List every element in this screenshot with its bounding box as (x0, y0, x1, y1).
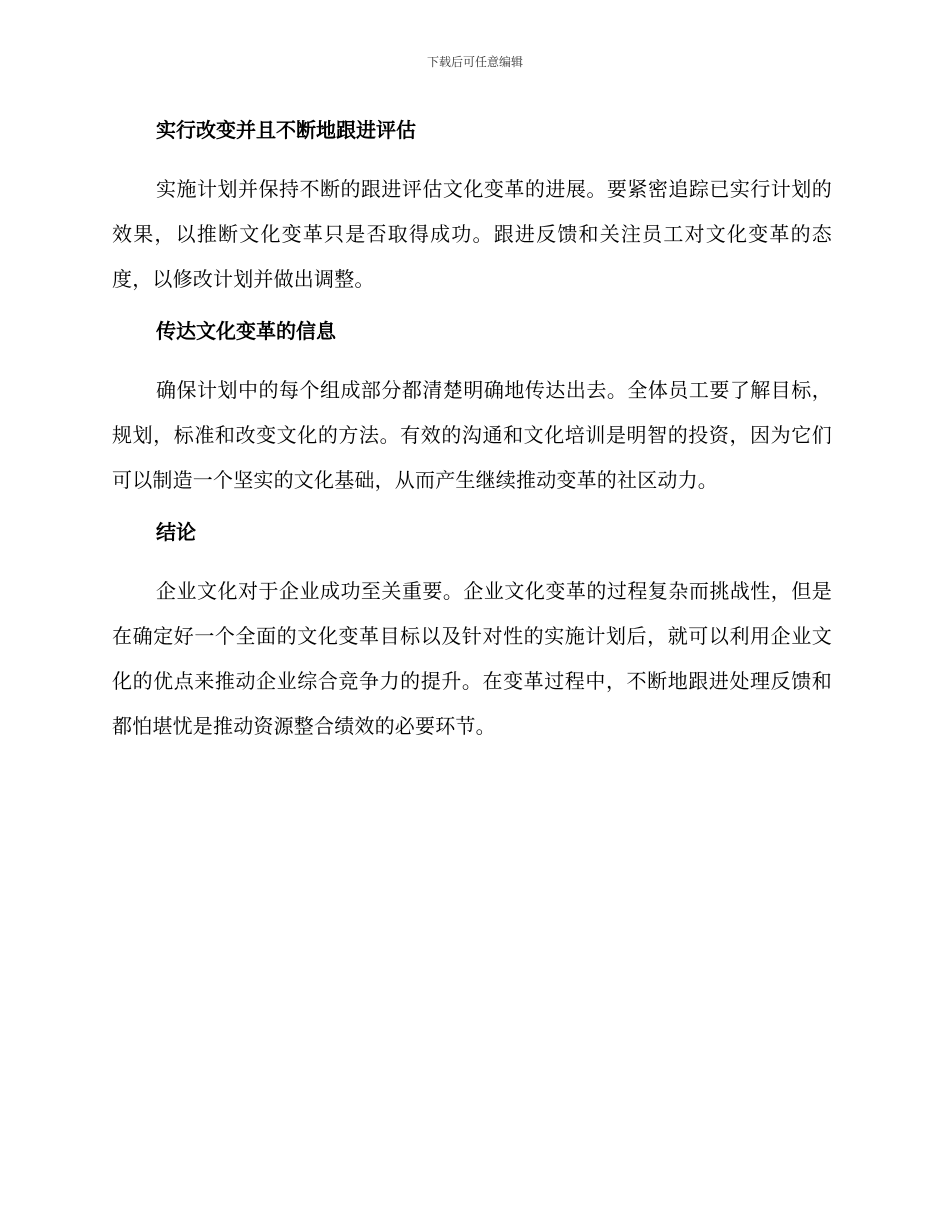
document-body (112, 114, 832, 762)
section-heading: 传达文化变革的信息 (156, 319, 336, 343)
page-header: 下载后可任意编辑 (426, 55, 523, 69)
section-paragraph: 企业文化对于企业成功至关重要。企业文化变革的过程复杂而挑战性，但是在确定好一个全面的文化变革目标以及针对性的实施计划后，就可以利用企业文化的优点来推动企业综合竞争力的提升。在变革过程中，不断地跟进处理反馈和都怕堪忧是推动资源整合绩效的必要环节。 (112, 579, 832, 738)
section-conclusion (112, 516, 832, 749)
section-heading: 结论 (156, 520, 196, 544)
section-implement-and-evaluate (112, 114, 832, 302)
section-heading: 实行改变并且不断地跟进评估 (156, 118, 416, 142)
section-communicate-change (112, 315, 832, 503)
section-paragraph: 实施计划并保持不断的跟进评估文化变革的进展。要紧密追踪已实行计划的效果，以推断文化变革只是否取得成功。跟进反馈和关注员工对文化变革的态度，以修改计划并做出调整。 (112, 177, 832, 291)
section-paragraph: 确保计划中的每个组成部分都清楚明确地传达出去。全体员工要了解目标，规划，标准和改变文化的方法。有效的沟通和文化培训是明智的投资，因为它们可以制造一个坚实的文化基础，从而产生继续推动变革的社区动力。 (112, 378, 832, 492)
